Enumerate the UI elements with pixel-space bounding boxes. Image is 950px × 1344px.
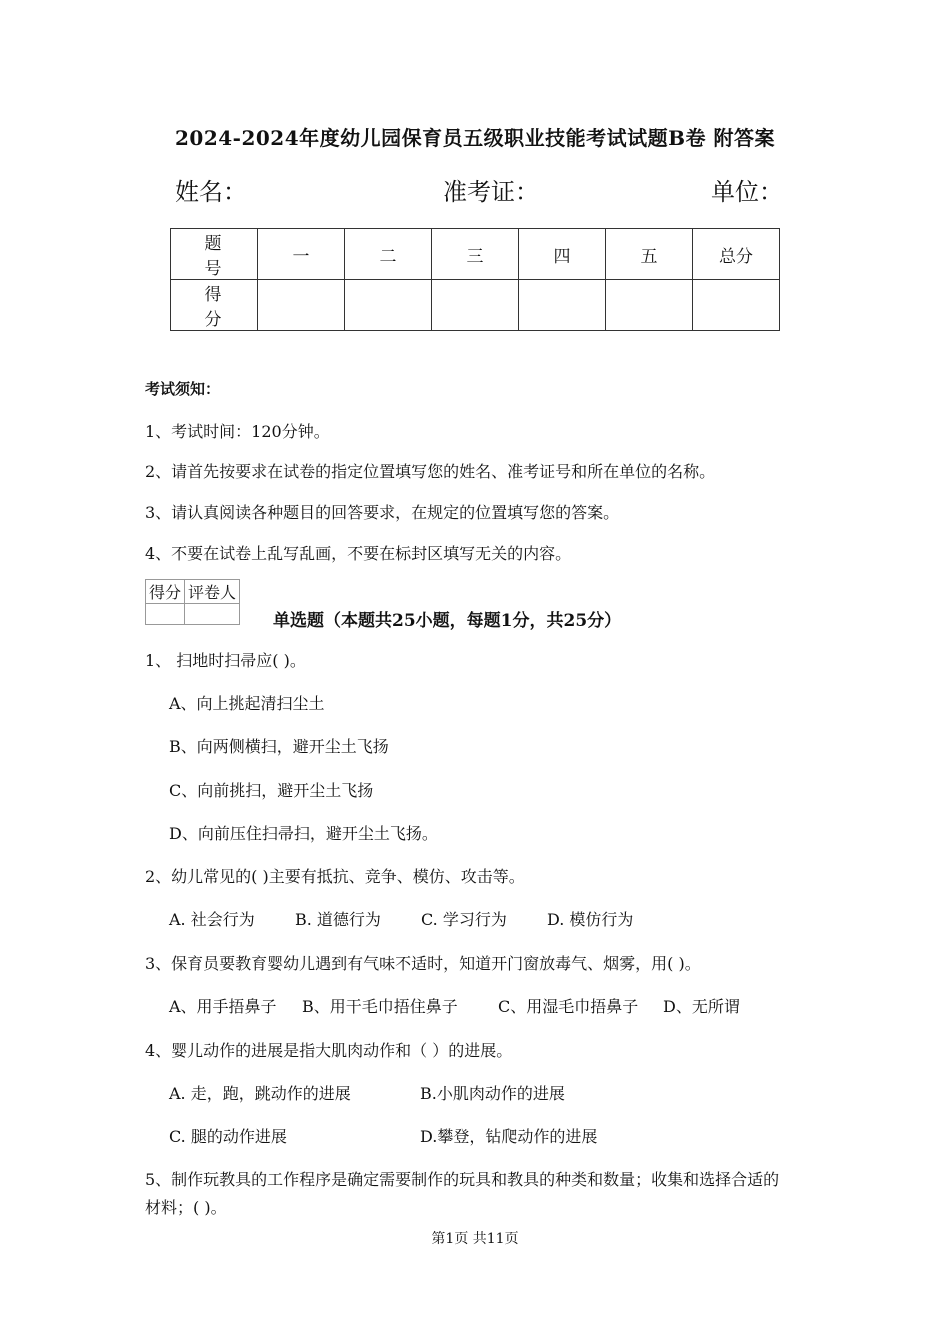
exam-id-field-label: 准考证： — [443, 178, 539, 206]
grader-score-cell — [146, 604, 185, 625]
score-table-cell: 题号 — [171, 229, 258, 280]
score-table-cell — [519, 280, 606, 331]
score-table-cell: 得分 — [171, 280, 258, 331]
page-title: 2024-2024年度幼儿园保育员五级职业技能考试试题B卷 附答案 — [175, 126, 775, 150]
grader-table — [145, 579, 240, 625]
page-footer: 第1页 共11页 — [431, 1231, 519, 1247]
question-5-line-1: 5、制作玩教具的工作程序是确定需要制作的玩具和教具的种类和数量；收集和选择合适的 — [145, 1170, 780, 1189]
question-1-option-b: B、向两侧横扫，避开尘土飞扬 — [169, 737, 389, 756]
question-3: 3、保育员要教育婴幼儿遇到有气味不适时，知道开门窗放毒气、烟雾，用( )。 — [145, 954, 701, 973]
notice-item: 1、考试时间：120分钟。 — [145, 422, 330, 441]
name-field-label: 姓名： — [175, 178, 247, 206]
notice-item: 2、请首先按要求在试卷的指定位置填写您的姓名、准考证号和所在单位的名称。 — [145, 462, 716, 481]
question-5-line-2: 材料；( )。 — [145, 1198, 227, 1217]
unit-field-label: 单位： — [711, 178, 783, 206]
question-4: 4、婴儿动作的进展是指大肌肉动作和（ ）的进展。 — [145, 1041, 513, 1060]
question-3-option-d: D、无所谓 — [663, 997, 740, 1016]
score-table-cell: 二 — [345, 229, 432, 280]
question-1: 1、 扫地时扫帚应( )。 — [145, 651, 306, 670]
section-title: 单选题（本题共25小题，每题1分，共25分） — [273, 611, 622, 631]
question-3-option-a: A、用手捂鼻子 — [169, 997, 277, 1016]
score-table-score-row — [171, 280, 780, 331]
question-4-option-d: D.攀登，钻爬动作的进展 — [420, 1127, 598, 1146]
notice-item: 4、不要在试卷上乱写乱画，不要在标封区填写无关的内容。 — [145, 544, 572, 563]
score-table-cell — [606, 280, 693, 331]
score-table-cell — [693, 280, 780, 331]
score-table-cell: 三 — [432, 229, 519, 280]
question-1-option-a: A、向上挑起清扫尘土 — [169, 694, 325, 713]
question-3-option-b: B、用干毛巾捂住鼻子 — [302, 997, 458, 1016]
grader-reviewer-cell — [185, 604, 240, 625]
question-1-option-c: C、向前挑扫，避开尘土飞扬 — [169, 781, 374, 800]
question-4-option-c: C. 腿的动作进展 — [169, 1127, 287, 1146]
score-table-header-row — [171, 229, 780, 280]
question-2: 2、幼儿常见的( )主要有抵抗、竞争、模仿、攻击等。 — [145, 867, 525, 886]
score-table-cell — [258, 280, 345, 331]
question-2-option-c: C. 学习行为 — [421, 910, 507, 929]
score-table-cell: 五 — [606, 229, 693, 280]
score-table-cell: 四 — [519, 229, 606, 280]
score-table — [170, 228, 780, 331]
score-table-cell — [345, 280, 432, 331]
score-table-cell: 一 — [258, 229, 345, 280]
score-table-cell — [432, 280, 519, 331]
question-2-option-a: A. 社会行为 — [169, 910, 255, 929]
question-4-option-b: B.小肌肉动作的进展 — [420, 1084, 565, 1103]
grader-reviewer-label: 评卷人 — [185, 580, 240, 604]
question-1-option-d: D、向前压住扫帚扫，避开尘土飞扬。 — [169, 824, 438, 843]
notice-item: 3、请认真阅读各种题目的回答要求，在规定的位置填写您的答案。 — [145, 503, 620, 522]
notice-heading: 考试须知： — [145, 380, 221, 398]
question-3-option-c: C、用湿毛巾捂鼻子 — [498, 997, 639, 1016]
question-4-option-a: A. 走，跑，跳动作的进展 — [169, 1084, 351, 1103]
question-2-option-b: B. 道德行为 — [295, 910, 381, 929]
grader-score-label: 得分 — [146, 580, 185, 604]
score-table-cell: 总分 — [693, 229, 780, 280]
question-2-option-d: D. 模仿行为 — [547, 910, 634, 929]
